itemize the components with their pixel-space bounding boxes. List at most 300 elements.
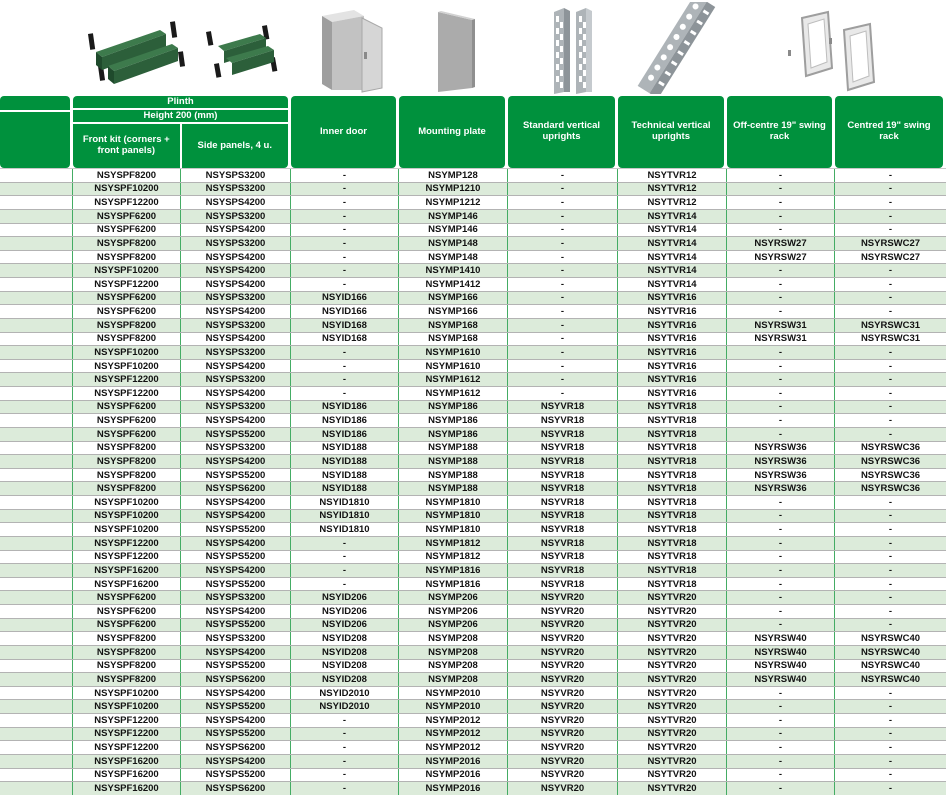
header-centred-rack: Centred 19" swing rack <box>835 96 943 168</box>
table-cell: NSYSPF6200 <box>72 414 180 427</box>
row-spacer-cell <box>0 442 72 455</box>
table-row <box>0 264 946 278</box>
table-row <box>0 319 946 333</box>
row-spacer-cell <box>0 551 72 564</box>
plinth-side-panels-image <box>198 24 288 89</box>
table-row <box>0 455 946 469</box>
table-cell: NSYTVR20 <box>617 619 726 632</box>
table-cell: NSYSPS5200 <box>180 523 290 536</box>
table-cell: - <box>507 196 617 209</box>
table-row <box>0 251 946 265</box>
table-cell: NSYSPF8200 <box>72 469 180 482</box>
table-row <box>0 401 946 415</box>
table-cell: NSYTVR20 <box>617 605 726 618</box>
table-cell: - <box>834 292 946 305</box>
table-cell: NSYTVR12 <box>617 169 726 182</box>
table-cell: NSYSPS6200 <box>180 673 290 686</box>
table-cell: NSYSPS4200 <box>180 196 290 209</box>
table-cell: NSYID188 <box>290 482 398 495</box>
table-cell: NSYSPF8200 <box>72 660 180 673</box>
table-cell: - <box>290 169 398 182</box>
table-cell: NSYSPF8200 <box>72 169 180 182</box>
row-spacer-cell <box>0 401 72 414</box>
table-cell: NSYRSW36 <box>726 482 834 495</box>
row-spacer-cell <box>0 414 72 427</box>
table-cell: - <box>834 210 946 223</box>
table-cell: - <box>726 728 834 741</box>
table-cell: NSYMP186 <box>398 428 507 441</box>
table-cell: - <box>290 714 398 727</box>
header-offcentre-rack: Off-centre 19" swing rack <box>727 96 832 168</box>
table-cell: NSYSPF8200 <box>72 646 180 659</box>
table-cell: NSYSPF12200 <box>72 728 180 741</box>
table-cell: NSYSPF10200 <box>72 523 180 536</box>
table-cell: NSYTVR16 <box>617 387 726 400</box>
table-cell: NSYSPS3200 <box>180 183 290 196</box>
table-cell: NSYSPF10200 <box>72 496 180 509</box>
row-spacer-cell <box>0 224 72 237</box>
header-plinth-group <box>73 96 288 168</box>
table-cell: NSYID186 <box>290 428 398 441</box>
header-technical-uprights: Technical vertical uprights <box>618 96 724 168</box>
table-cell: - <box>834 387 946 400</box>
table-cell: - <box>507 360 617 373</box>
table-cell: NSYVR18 <box>507 428 617 441</box>
table-cell: NSYSPF12200 <box>72 551 180 564</box>
table-cell: NSYSPS5200 <box>180 619 290 632</box>
table-cell: - <box>726 224 834 237</box>
table-cell: NSYMP2016 <box>398 769 507 782</box>
table-cell: NSYVR20 <box>507 619 617 632</box>
table-cell: NSYTVR18 <box>617 564 726 577</box>
table-cell: NSYTVR20 <box>617 741 726 754</box>
table-cell: NSYSPS4200 <box>180 251 290 264</box>
table-cell: NSYMP188 <box>398 469 507 482</box>
table-cell: - <box>834 196 946 209</box>
table-cell: NSYTVR20 <box>617 700 726 713</box>
table-cell: - <box>726 537 834 550</box>
row-spacer-cell <box>0 251 72 264</box>
table-cell: NSYTVR16 <box>617 292 726 305</box>
table-cell: - <box>726 360 834 373</box>
row-spacer-cell <box>0 360 72 373</box>
table-cell: NSYVR20 <box>507 605 617 618</box>
table-cell: - <box>726 687 834 700</box>
table-cell: NSYVR20 <box>507 591 617 604</box>
row-spacer-cell <box>0 564 72 577</box>
table-row <box>0 442 946 456</box>
row-spacer-cell <box>0 196 72 209</box>
table-cell: NSYMP206 <box>398 605 507 618</box>
table-row <box>0 782 946 795</box>
header-blank-cell <box>0 96 70 168</box>
table-cell: NSYTVR18 <box>617 469 726 482</box>
table-cell: NSYID186 <box>290 401 398 414</box>
table-cell: NSYSPS6200 <box>180 741 290 754</box>
table-row <box>0 646 946 660</box>
table-cell: NSYSPS3200 <box>180 401 290 414</box>
table-cell: NSYMP206 <box>398 619 507 632</box>
row-spacer-cell <box>0 632 72 645</box>
table-cell: NSYTVR20 <box>617 782 726 795</box>
row-spacer-cell <box>0 346 72 359</box>
table-cell: NSYMP208 <box>398 632 507 645</box>
table-row <box>0 591 946 605</box>
table-cell: - <box>726 183 834 196</box>
table-cell: NSYMP148 <box>398 251 507 264</box>
table-cell: NSYSPS5200 <box>180 700 290 713</box>
standard-vertical-uprights-image <box>536 4 608 99</box>
table-cell: NSYSPS3200 <box>180 632 290 645</box>
table-row <box>0 210 946 224</box>
table-cell: NSYSPS4200 <box>180 455 290 468</box>
table-cell: - <box>726 769 834 782</box>
table-cell: NSYMP2010 <box>398 700 507 713</box>
table-cell: NSYRSWC36 <box>834 455 946 468</box>
table-cell: - <box>726 305 834 318</box>
table-cell: NSYSPF10200 <box>72 700 180 713</box>
table-cell: - <box>290 196 398 209</box>
table-cell: NSYRSWC27 <box>834 237 946 250</box>
row-spacer-cell <box>0 591 72 604</box>
header-side-panels: Side panels, 4 u. <box>180 124 289 168</box>
table-cell: NSYTVR18 <box>617 401 726 414</box>
table-cell: NSYMP1810 <box>398 496 507 509</box>
table-cell: NSYMP206 <box>398 591 507 604</box>
table-cell: NSYID1810 <box>290 510 398 523</box>
table-cell: NSYSPF8200 <box>72 251 180 264</box>
table-cell: NSYTVR12 <box>617 196 726 209</box>
row-spacer-cell <box>0 578 72 591</box>
table-cell: NSYTVR18 <box>617 510 726 523</box>
table-cell: - <box>726 755 834 768</box>
table-cell: NSYTVR18 <box>617 428 726 441</box>
table-row <box>0 510 946 524</box>
table-cell: NSYSPF6200 <box>72 224 180 237</box>
table-cell: NSYSPF8200 <box>72 442 180 455</box>
table-cell: NSYSPS5200 <box>180 728 290 741</box>
table-row <box>0 714 946 728</box>
table-cell: NSYTVR18 <box>617 496 726 509</box>
table-cell: NSYMP1812 <box>398 537 507 550</box>
table-cell: NSYMP1612 <box>398 387 507 400</box>
table-cell: NSYMP2016 <box>398 782 507 795</box>
table-cell: NSYSPF8200 <box>72 333 180 346</box>
table-cell: NSYMP128 <box>398 169 507 182</box>
table-cell: NSYTVR18 <box>617 523 726 536</box>
table-cell: NSYID188 <box>290 455 398 468</box>
table-row <box>0 428 946 442</box>
table-cell: NSYSPS3200 <box>180 169 290 182</box>
table-row <box>0 632 946 646</box>
header-plinth: Plinth <box>73 96 288 110</box>
table-cell: NSYSPF10200 <box>72 346 180 359</box>
table-row <box>0 469 946 483</box>
table-cell: NSYTVR14 <box>617 237 726 250</box>
table-cell: NSYSPS3200 <box>180 591 290 604</box>
table-cell: NSYTVR14 <box>617 264 726 277</box>
table-cell: NSYVR20 <box>507 769 617 782</box>
table-cell: NSYSPF16200 <box>72 769 180 782</box>
table-cell: NSYSPS4200 <box>180 278 290 291</box>
table-row <box>0 605 946 619</box>
table-cell: NSYID168 <box>290 333 398 346</box>
header-standard-uprights: Standard vertical uprights <box>508 96 615 168</box>
table-cell: - <box>834 700 946 713</box>
table-cell: NSYVR18 <box>507 401 617 414</box>
table-cell: NSYSPS4200 <box>180 414 290 427</box>
table-cell: - <box>726 564 834 577</box>
table-cell: NSYSPF6200 <box>72 401 180 414</box>
table-cell: NSYMP146 <box>398 210 507 223</box>
table-cell: - <box>834 537 946 550</box>
table-cell: NSYMP188 <box>398 482 507 495</box>
header-mounting-plate: Mounting plate <box>399 96 505 168</box>
table-cell: NSYSPF12200 <box>72 714 180 727</box>
table-cell: NSYSPS4200 <box>180 496 290 509</box>
row-spacer-cell <box>0 728 72 741</box>
table-cell: NSYID166 <box>290 305 398 318</box>
row-spacer-cell <box>0 537 72 550</box>
table-cell: NSYMP2012 <box>398 741 507 754</box>
table-cell: - <box>290 564 398 577</box>
row-spacer-cell <box>0 755 72 768</box>
table-cell: NSYMP188 <box>398 442 507 455</box>
table-cell: NSYTVR18 <box>617 551 726 564</box>
row-spacer-cell <box>0 305 72 318</box>
row-spacer-cell <box>0 605 72 618</box>
table-cell: NSYSPF6200 <box>72 305 180 318</box>
table-cell: NSYSPS4200 <box>180 605 290 618</box>
table-cell: NSYID1810 <box>290 523 398 536</box>
row-spacer-cell <box>0 782 72 795</box>
table-row <box>0 292 946 306</box>
table-cell: - <box>834 741 946 754</box>
table-cell: - <box>507 210 617 223</box>
table-cell: NSYVR18 <box>507 455 617 468</box>
table-cell: - <box>834 605 946 618</box>
table-cell: NSYMP1810 <box>398 523 507 536</box>
table-cell: - <box>290 578 398 591</box>
table-cell: NSYMP2012 <box>398 714 507 727</box>
table-cell: NSYSPF12200 <box>72 278 180 291</box>
table-cell: NSYVR18 <box>507 551 617 564</box>
technical-vertical-uprights-image <box>636 2 722 99</box>
row-spacer-cell <box>0 264 72 277</box>
table-cell: NSYMP146 <box>398 224 507 237</box>
table-cell: NSYID2010 <box>290 687 398 700</box>
product-image-strip <box>0 0 946 96</box>
table-row <box>0 564 946 578</box>
table-cell: - <box>726 414 834 427</box>
swing-racks-image <box>788 4 888 101</box>
table-cell: NSYTVR18 <box>617 482 726 495</box>
table-cell: - <box>726 523 834 536</box>
table-cell: NSYSPS4200 <box>180 687 290 700</box>
table-cell: NSYVR20 <box>507 714 617 727</box>
table-row <box>0 169 946 183</box>
table-cell: - <box>726 619 834 632</box>
table-cell: - <box>290 183 398 196</box>
table-cell: NSYSPF10200 <box>72 360 180 373</box>
table-cell: - <box>834 183 946 196</box>
table-cell: NSYSPS4200 <box>180 564 290 577</box>
table-cell: NSYMP186 <box>398 401 507 414</box>
table-cell: - <box>290 387 398 400</box>
table-cell: NSYVR20 <box>507 728 617 741</box>
table-cell: NSYMP1410 <box>398 264 507 277</box>
table-cell: - <box>726 741 834 754</box>
table-cell: - <box>290 728 398 741</box>
table-cell: - <box>507 264 617 277</box>
table-cell: - <box>726 264 834 277</box>
table-cell: - <box>834 782 946 795</box>
row-spacer-cell <box>0 646 72 659</box>
table-cell: NSYSPF10200 <box>72 264 180 277</box>
table-cell: - <box>726 387 834 400</box>
table-row <box>0 700 946 714</box>
row-spacer-cell <box>0 169 72 182</box>
row-spacer-cell <box>0 210 72 223</box>
table-cell: NSYSPF16200 <box>72 782 180 795</box>
table-row <box>0 496 946 510</box>
table-row <box>0 537 946 551</box>
table-cell: NSYSPF10200 <box>72 183 180 196</box>
table-cell: NSYID208 <box>290 632 398 645</box>
row-spacer-cell <box>0 319 72 332</box>
table-cell: NSYMP208 <box>398 660 507 673</box>
plinth-front-kit-image <box>78 14 190 93</box>
table-cell: NSYTVR20 <box>617 755 726 768</box>
table-cell: NSYTVR18 <box>617 455 726 468</box>
table-cell: - <box>507 237 617 250</box>
table-cell: NSYRSW40 <box>726 660 834 673</box>
table-cell: - <box>290 251 398 264</box>
table-cell: NSYID166 <box>290 292 398 305</box>
table-cell: NSYRSW36 <box>726 442 834 455</box>
table-cell: NSYMP1412 <box>398 278 507 291</box>
table-cell: NSYTVR18 <box>617 537 726 550</box>
table-cell: - <box>507 251 617 264</box>
table-cell: - <box>726 510 834 523</box>
table-cell: NSYSPS4200 <box>180 755 290 768</box>
table-row <box>0 482 946 496</box>
table-cell: NSYTVR20 <box>617 673 726 686</box>
table-cell: NSYMP1210 <box>398 183 507 196</box>
table-cell: NSYRSW36 <box>726 469 834 482</box>
table-row <box>0 333 946 347</box>
table-cell: - <box>726 605 834 618</box>
table-cell: - <box>834 619 946 632</box>
row-spacer-cell <box>0 523 72 536</box>
header-height: Height 200 (mm) <box>73 110 288 124</box>
table-cell: - <box>726 428 834 441</box>
table-cell: NSYSPS4200 <box>180 387 290 400</box>
table-row <box>0 305 946 319</box>
table-cell: NSYID188 <box>290 442 398 455</box>
table-cell: - <box>507 373 617 386</box>
table-cell: NSYMP208 <box>398 673 507 686</box>
table-cell: NSYVR18 <box>507 564 617 577</box>
table-cell: - <box>834 414 946 427</box>
table-cell: NSYSPF12200 <box>72 373 180 386</box>
table-cell: - <box>834 755 946 768</box>
table-cell: NSYVR20 <box>507 687 617 700</box>
table-cell: NSYSPS4200 <box>180 333 290 346</box>
table-row <box>0 728 946 742</box>
row-spacer-cell <box>0 510 72 523</box>
table-cell: - <box>290 210 398 223</box>
row-spacer-cell <box>0 660 72 673</box>
table-row <box>0 523 946 537</box>
row-spacer-cell <box>0 741 72 754</box>
table-row <box>0 278 946 292</box>
table-cell: NSYTVR20 <box>617 660 726 673</box>
table-row <box>0 224 946 238</box>
table-cell: NSYVR18 <box>507 469 617 482</box>
mounting-plate-image <box>430 6 480 99</box>
table-cell: - <box>290 537 398 550</box>
table-cell: - <box>507 387 617 400</box>
table-cell: NSYTVR18 <box>617 414 726 427</box>
table-cell: - <box>290 769 398 782</box>
table-cell: NSYVR20 <box>507 660 617 673</box>
table-row <box>0 660 946 674</box>
table-cell: - <box>290 360 398 373</box>
table-cell: - <box>507 319 617 332</box>
table-cell: NSYID206 <box>290 591 398 604</box>
row-spacer-cell <box>0 428 72 441</box>
table-cell: NSYID208 <box>290 673 398 686</box>
table-cell: - <box>726 496 834 509</box>
row-spacer-cell <box>0 496 72 509</box>
table-cell: - <box>834 523 946 536</box>
table-cell: NSYMP168 <box>398 319 507 332</box>
table-cell: NSYRSWC40 <box>834 632 946 645</box>
table-row <box>0 673 946 687</box>
table-cell: NSYMP2016 <box>398 755 507 768</box>
table-cell: - <box>834 578 946 591</box>
table-cell: NSYSPS5200 <box>180 428 290 441</box>
table-cell: NSYSPF12200 <box>72 387 180 400</box>
table-body <box>0 168 946 795</box>
table-cell: NSYSPF8200 <box>72 673 180 686</box>
table-cell: NSYTVR20 <box>617 769 726 782</box>
table-cell: NSYSPF16200 <box>72 564 180 577</box>
table-cell: NSYSPS5200 <box>180 769 290 782</box>
table-cell: NSYSPF12200 <box>72 537 180 550</box>
row-spacer-cell <box>0 469 72 482</box>
inner-door-image <box>306 6 386 99</box>
table-cell: NSYVR20 <box>507 741 617 754</box>
table-cell: - <box>834 401 946 414</box>
table-cell: NSYMP166 <box>398 305 507 318</box>
row-spacer-cell <box>0 237 72 250</box>
table-cell: NSYSPS4200 <box>180 537 290 550</box>
table-cell: - <box>834 496 946 509</box>
table-cell: - <box>834 687 946 700</box>
table-cell: NSYTVR16 <box>617 305 726 318</box>
table-cell: - <box>507 183 617 196</box>
table-cell: NSYID208 <box>290 646 398 659</box>
table-cell: - <box>834 510 946 523</box>
row-spacer-cell <box>0 183 72 196</box>
table-cell: NSYTVR20 <box>617 687 726 700</box>
row-spacer-cell <box>0 687 72 700</box>
table-cell: NSYMP166 <box>398 292 507 305</box>
table-cell: NSYSPS3200 <box>180 292 290 305</box>
table-cell: NSYTVR16 <box>617 373 726 386</box>
